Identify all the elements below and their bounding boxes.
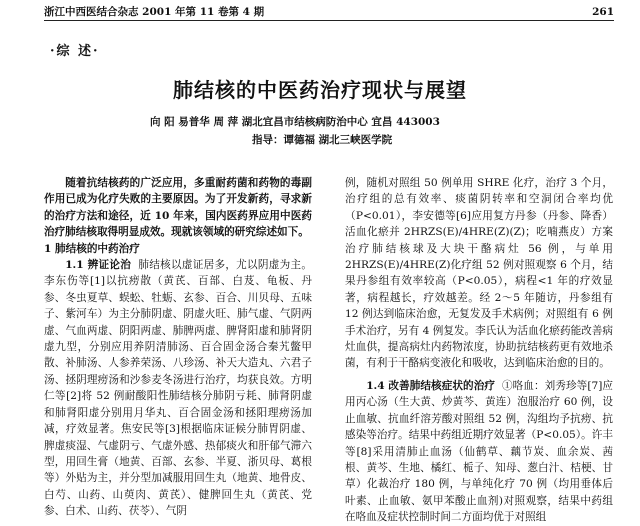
right-column xyxy=(345,175,613,526)
article-title: 肺结核的中医药治疗现状与展望 xyxy=(173,78,467,102)
section-1-1-text: 肺结核以虚证居多，尤以阴虚为主。李东伤等[1]以抗痨散（黄芪、百部、白芨、龟板、丹参、冬虫夏草、蜈蚣、牡蛎、玄参、百合、川贝母、五味子、紫河车）为主分肺阴虚、阴虚火旺、肺气虚、气阴两虚、气血两虚、阴阳两虚、肺脾两虚、脾肾阳虚和肺肾阴虚九型，分别应用养阴清肺汤、百合固金汤合秦艽鳖甲散、补肺汤、人参养荣汤、八珍汤、补天大造丸、六君子汤、拯阴理痨汤和沙参麦冬汤进行治疗，均获良效。方明仁等[2]将 52 例耐酸阳性肺结核分肺阴亏耗、肺肾阴虚和肺肾阳虚分别用月华丸、百合固金汤和拯阳理痨汤加减，疗效显著。焦安民等[3]根据临床证候分肺胃阴虚、脾虚痰湿、气虚阴亏、气虚外感、热郁痰火和肝郁气滞六型，用回生膏（地黄、百部、玄参、半夏、浙贝母、葛根等）外贴为主，并分型加减服用回生丸（地黄、地骨皮、白芍、山药、山萸肉、黄芪）、健脾回生丸（黄芪、党参、白术、山药、茯苓）、气阴 xyxy=(44,259,312,518)
section-1-4-paragraph xyxy=(345,378,613,526)
section-heading-1-4: 1.4 改善肺结核症状的治疗 xyxy=(366,379,496,392)
section-1-4-text: ①咯血：刘秀珍等[7]应用丙心汤（生大黄、炒黄芩、黄连）泡服治疗 60 例，设止血敏、抗血纤溶芳酸对照组 52 例，沟组均予抗痨、抗感染等治疗。结果中药组近期疗效显著（P<0.05）。许丰等[8]采用清肺止血汤（仙鹤草、藕节炭、血余炭、茜根、黄芩、生地、橘红、栀子、知母、葱白汁、桔梗、甘草）化裁治疗 180 例，与单纯化疗 70 例（均用垂体后叶素、止血敏、氨甲苯酸止血剂)对照观察，结果中药组在咯血及症状控制时间二方面均优于对照组 xyxy=(345,379,613,524)
section-heading-1-1: 1.1 辨证论治 xyxy=(65,259,132,272)
page-number: 261 xyxy=(592,6,614,18)
right-paragraph-1: 例，随机对照组 50 例单用 SHRE 化疗，治疗 3 个月，治疗组的总有效率、痰菌阴转率和空洞闭合率均优（P<0.01），李安德等[6]应用复方丹参（丹参、降香）活血化瘀并 2HRZS(E)/4HRE(Z)(Z)；吃喃燕皮）方案治疗肺结核球及大块干酪病灶 56 例，与单用 2HRZS(E)/4HRE(Z)化疗组 52 例对照观察 6 个月，结果丹参组有效率较高（P<0.05），病程<1 年的疗效显著，病程越长，疗效越差。经 2～5 年随访，丹参组有 12 例达到临床治愈，无复发及手术病例；对照组有 6 例手术治疗，另有 4 例复发。李氏认为活血化瘀药能改善病灶血供，提高病灶内药物浓度，协助抗结核药更有效地杀菌，有利于干酪病变液化和吸收，达到临床治愈的目的。 xyxy=(345,177,613,370)
advisor-line: 指导：谭德福 湖北三峡医学院 xyxy=(252,134,393,146)
section-label: ·综 述· xyxy=(50,44,100,59)
section-1-1-paragraph xyxy=(44,257,312,520)
left-column xyxy=(44,175,312,520)
section-heading-1: 1 肺结核的中药治疗 xyxy=(44,242,140,255)
journal-citation: 浙江中西医结合杂志 2001 年第 11 卷第 4 期 xyxy=(44,6,265,18)
authors-affiliation: 向 阳 易普华 周 萍 湖北宜昌市结核病防治中心 宜昌 443003 xyxy=(150,116,440,128)
running-header xyxy=(44,4,614,21)
abstract: 随着抗结核药的广泛应用，多重耐药菌和药物的毒副作用已成为化疗失败的主要原因。为了开发新药，寻求新的治疗方法和途径，近 10 年来，国内医药界应用中医药治疗肺结核取得明显成效。现就该领域的研究综述如下。 xyxy=(44,177,312,239)
